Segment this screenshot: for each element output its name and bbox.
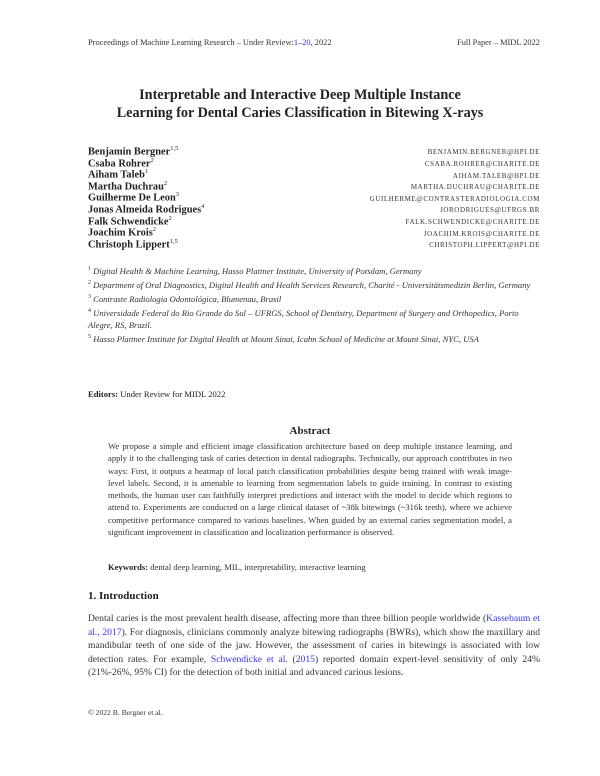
first-page-link[interactable]: 1 bbox=[293, 38, 299, 47]
author-row bbox=[88, 180, 540, 192]
affiliations bbox=[88, 263, 540, 346]
citation-schwendicke-year[interactable]: 2015 bbox=[295, 653, 315, 665]
author-email[interactable]: GUILHERME@CONTRASTERADIOLOGIA.COM bbox=[369, 194, 540, 203]
keywords-value: dental deep learning, MIL, interpretability, interactive learning bbox=[148, 562, 366, 572]
author-name: Benjamin Bergner$^{1,5}$ bbox=[88, 145, 179, 158]
header-year: , 2022 bbox=[310, 38, 332, 47]
citation-kassebaum[interactable]: Kassebaum et al., 2017 bbox=[88, 613, 540, 638]
title-line-2: Learning for Dental Caries Classification in Bitewing X-rays bbox=[116, 105, 484, 121]
author-email[interactable]: CHRISTOPH.LIPPERT@HPI.DE bbox=[429, 241, 540, 250]
author-email[interactable]: FALK.SCHWENDICKE@CHARITE.DE bbox=[405, 218, 540, 227]
author-row bbox=[88, 157, 540, 169]
introduction-paragraph: Dental caries is the most prevalent health disease, affecting more than three billion people worldwide (Kassebaum et al., 2017). For diagnosis, clinicians commonly analyze bitewing radiographs (BWRs), which show the maxillary and mandibular teeth of one side of the jaw. However, the assessment of caries in bitewings is associated with low detection rates. For example, Schwendicke et al. (2015) reported domain expert-level sensitivity of only 24% (21%-26%, 95% CI) for the detection of both initial and advanced carious lesions. bbox=[88, 613, 540, 679]
author-row bbox=[88, 238, 540, 250]
author-row bbox=[88, 145, 540, 157]
affiliation: $^1$ Digital Health & Machine Learning, Hasso Plattner Institute, University of Potsdam, Germany bbox=[88, 265, 422, 276]
title-line-1: Interpretable and Interactive Deep Multiple Instance bbox=[139, 87, 461, 103]
citation-schwendicke[interactable]: Schwendicke et al. bbox=[210, 653, 288, 665]
editors-line bbox=[88, 389, 225, 399]
author-row bbox=[88, 226, 540, 238]
editors-label: Editors: bbox=[88, 389, 119, 399]
abstract-body: We propose a simple and efficient image classification architecture based on deep multiple instance learning, and apply it to the challenging task of caries detection in dental radiographs. Technically, our approach contributes in two ways: First, it outputs a heatmap of local patch classification probabilities despite being trained with weak image-level labels. Second, it is amenable to learning from segmentation labels to guide training. In contrast to existing methods, the human user can faithfully interpret predictions and interact with the model to decide which regions to attend to. Experiments are conducted on a large clinical dataset of ~38k bitewings (~316k teeth), where we achieve competitive performance compared to various baselines. When guided by an external caries segmentation model, a significant improvement in classification and localization performance is observed. bbox=[108, 441, 512, 538]
author-email[interactable]: AIHAM.TALEB@HPI.DE bbox=[452, 171, 540, 180]
author-name: Martha Duchrau$^2$ bbox=[88, 179, 168, 193]
author-email[interactable]: JOACHIM.KROIS@CHARITE.DE bbox=[423, 229, 540, 238]
copyright-footer: © 2022 B. Bergner et al. bbox=[88, 708, 163, 717]
author-email[interactable]: BENJAMIN.BERGNER@HPI.DE bbox=[427, 148, 540, 157]
affiliation: $^5$ Hasso Plattner Institute for Digital Health at Mount Sinai, Icahn School of Medicine at Mount Sinai, NYC, USA bbox=[88, 334, 479, 345]
affiliation: $^4$ Universidade Federal do Rio Grande do Sul – UFRGS, School of Dentistry, Department of Surgery and Orthopedics, Porto Alegre, RS, Brazil. bbox=[88, 308, 519, 331]
author-email[interactable]: MARTHA.DUCHRAU@CHARITE.DE bbox=[410, 183, 540, 192]
header-journal: Proceedings of Machine Learning Research – Under Review: bbox=[88, 38, 294, 47]
running-header-right: Full Paper – MIDL 2022 bbox=[457, 38, 540, 47]
author-name: Falk Schwendicke$^2$ bbox=[88, 214, 172, 228]
header-dash: – bbox=[298, 38, 303, 47]
author-row bbox=[88, 191, 540, 203]
author-name: Jonas Almeida Rodrigues$^4$ bbox=[88, 202, 205, 216]
author-name: Csaba Rohrer$^2$ bbox=[88, 156, 154, 170]
author-email[interactable]: CSABA.ROHRER@CHARITE.DE bbox=[424, 160, 540, 169]
affiliation: $^2$ Department of Oral Diagnostics, Digital Health and Health Services Research, Charité - Universitätsmedizin Berlin, Germany bbox=[88, 279, 531, 290]
author-name: Christoph Lippert$^{1,5}$ bbox=[88, 237, 178, 251]
author-row bbox=[88, 215, 540, 227]
author-name: Aiham Taleb$^1$ bbox=[88, 168, 149, 181]
affiliation: $^3$ Contraste Radiologia Odontológica, Blumenau, Brasil bbox=[88, 293, 282, 304]
section-heading-introduction: 1. Introduction bbox=[88, 590, 159, 602]
author-row bbox=[88, 203, 540, 215]
abstract-heading: Abstract bbox=[289, 425, 331, 437]
editors-value: Under Review for MIDL 2022 bbox=[118, 389, 226, 399]
author-email[interactable]: JORODRIGUES@UFRGS.BR bbox=[440, 206, 540, 215]
author-row bbox=[88, 168, 540, 180]
keywords-label: Keywords: bbox=[108, 562, 149, 572]
running-header-left bbox=[88, 38, 332, 47]
author-name: Joachim Krois$^2$ bbox=[88, 226, 156, 239]
paper-title bbox=[60, 86, 540, 122]
author-list bbox=[88, 145, 540, 249]
keywords-line bbox=[108, 562, 512, 572]
last-page-link[interactable]: 20 bbox=[302, 38, 311, 47]
author-name: Guilherme De Leon$^3$ bbox=[88, 191, 179, 204]
